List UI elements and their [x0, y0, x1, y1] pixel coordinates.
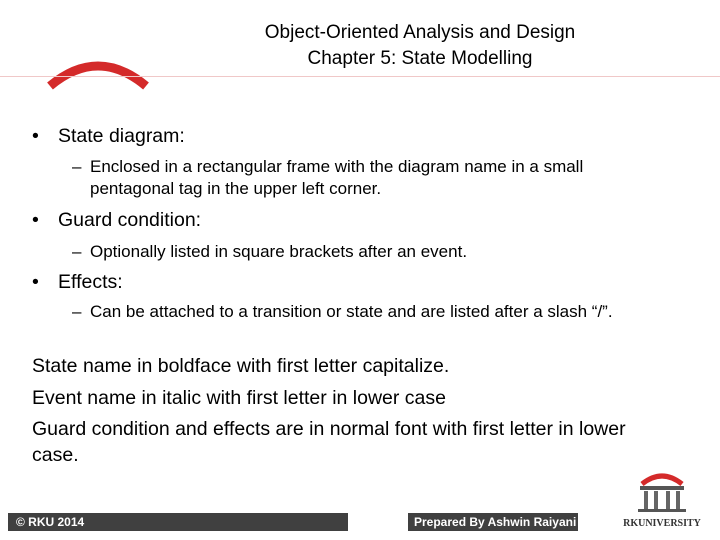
bullet-label: State diagram:: [58, 125, 185, 147]
footer-author: Prepared By Ashwin Raiyani: [414, 515, 577, 529]
bullet-icon: •: [32, 209, 39, 231]
bullet-guard-condition: [32, 208, 201, 232]
sub-bullet-text: Optionally listed in square brackets after an event.: [90, 242, 468, 261]
title-line-1: Object-Oriented Analysis and Design: [264, 22, 576, 43]
sub-bullet-text: Enclosed in a rectangular frame with the diagram name in a small pentagonal tag in the upper left corner.: [90, 157, 584, 198]
sub-bullet-state-diagram: [72, 156, 672, 200]
sub-bullet-effects: [72, 301, 672, 323]
note-guard-condition: [32, 416, 672, 468]
title-line-2: Chapter 5: State Modelling: [307, 48, 533, 69]
note-state-name: State name in boldface with first letter capitalize.: [32, 355, 450, 377]
dash-icon: –: [72, 302, 82, 321]
dash-icon: –: [72, 242, 82, 261]
bullet-icon: •: [32, 125, 39, 147]
bullet-state-diagram: [32, 124, 185, 148]
note-event-name: Event name in italic with first letter in lower case: [32, 387, 446, 409]
bullet-icon: •: [32, 271, 39, 293]
sub-bullet-guard-condition: [72, 241, 672, 263]
university-logo-icon: [612, 470, 712, 532]
bullet-label: Effects:: [58, 271, 123, 293]
sub-bullet-text: Can be attached to a transition or state and are listed after a slash “/”.: [90, 302, 613, 321]
bullet-label: Guard condition:: [58, 209, 202, 231]
svg-text:RKUNIVERSITY: RKUNIVERSITY: [623, 518, 701, 529]
dash-icon: –: [72, 157, 82, 176]
bullet-effects: [32, 270, 123, 294]
footer-copyright: © RKU 2014: [16, 515, 85, 529]
note-guard-text: Guard condition and effects are in normal font with first letter in lower case.: [32, 418, 626, 466]
